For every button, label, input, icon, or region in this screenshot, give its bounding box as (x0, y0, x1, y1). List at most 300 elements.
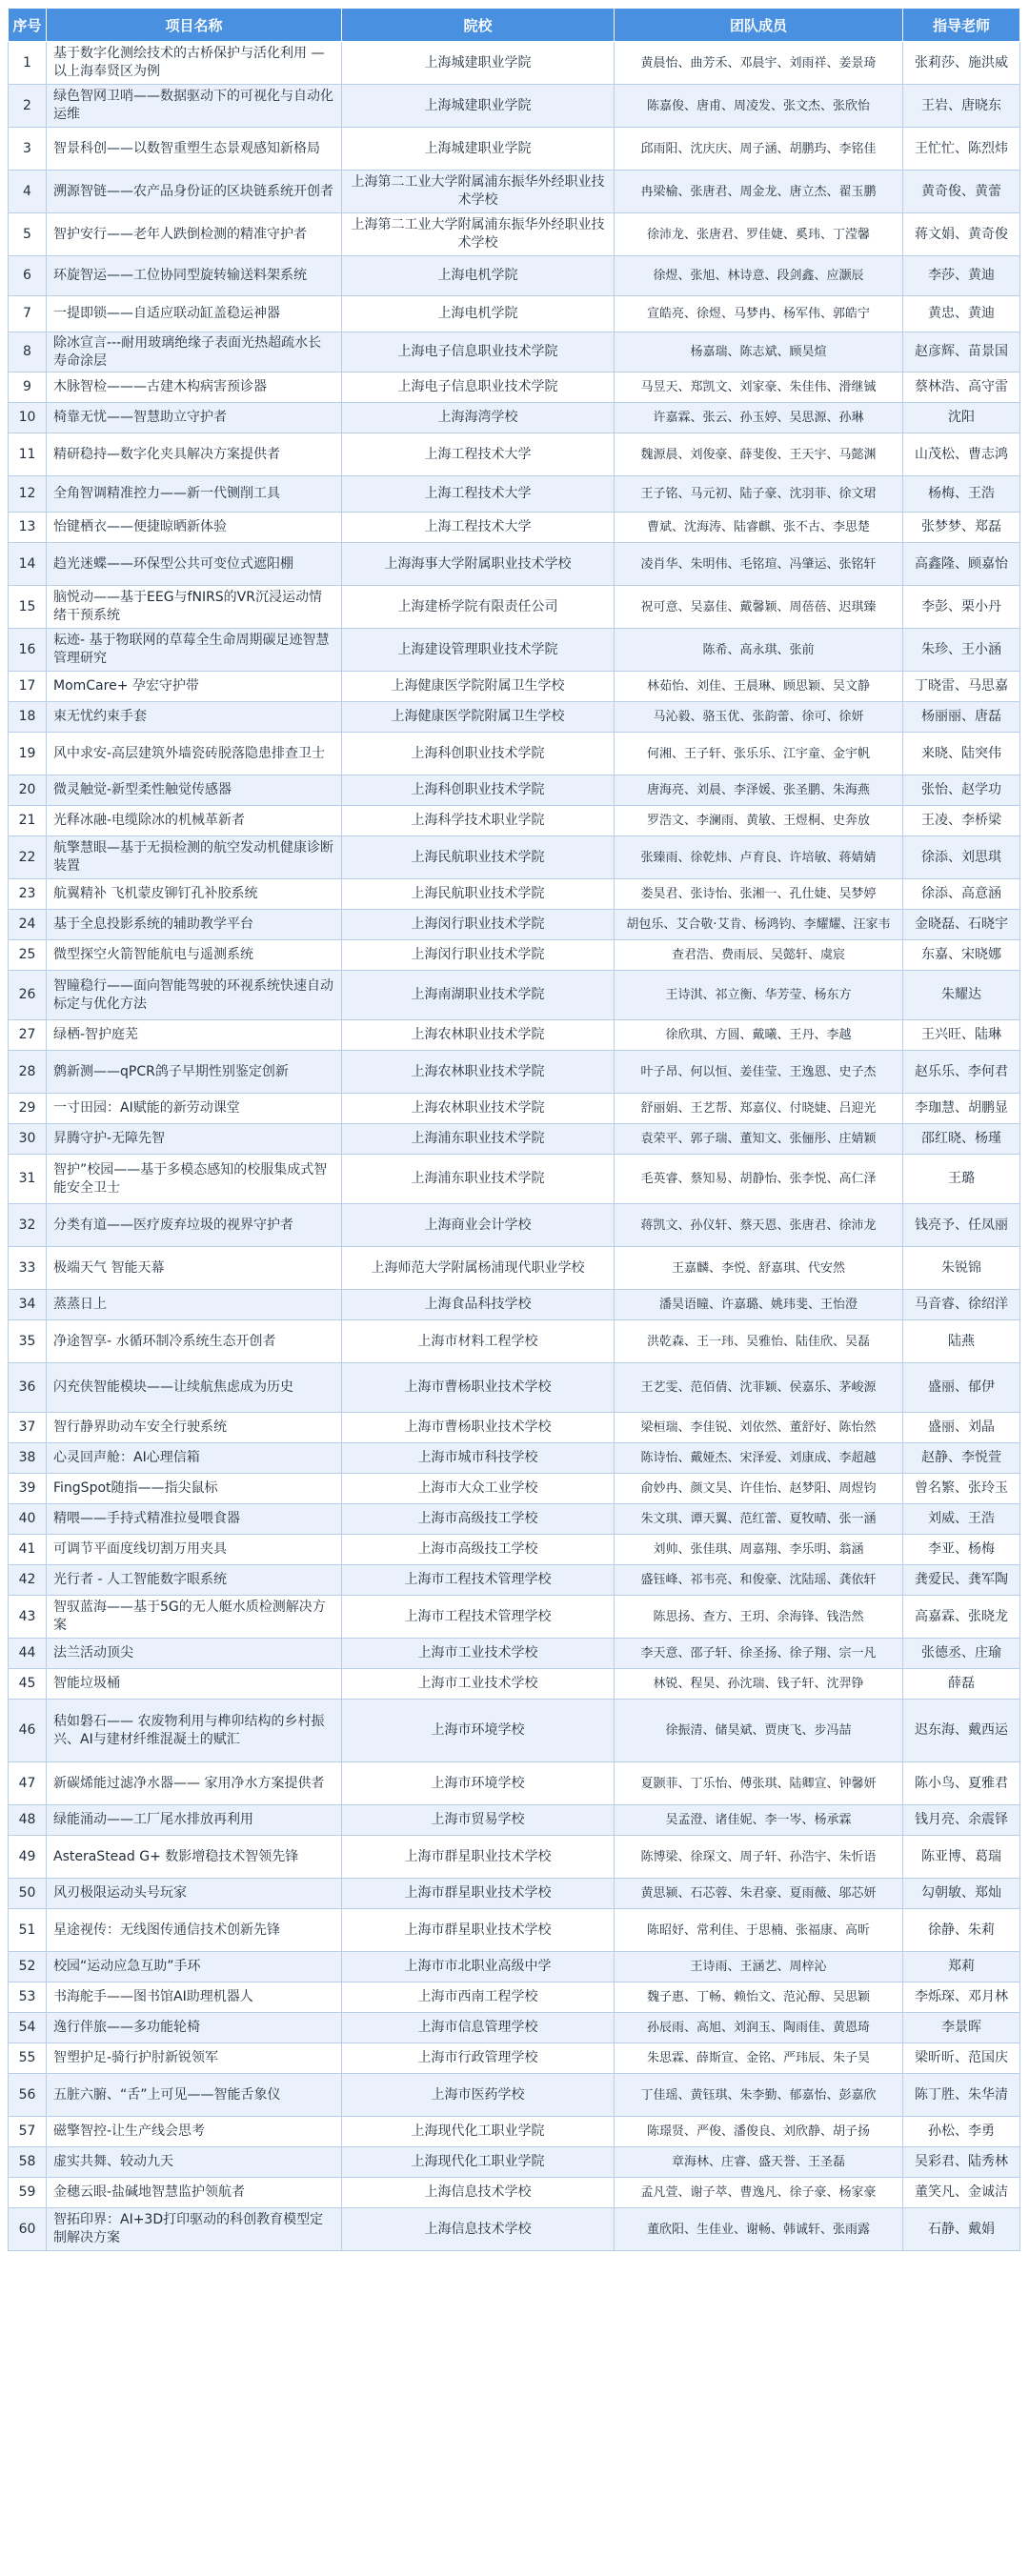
cell-team-members: 朱思霖、薛斯宣、金铭、严玮辰、朱子昊 (615, 2043, 903, 2074)
cell-advisor: 张德丞、庄瑜 (903, 1639, 1020, 1669)
table-row (9, 213, 1020, 256)
cell-advisor: 盛丽、刘晶 (903, 1413, 1020, 1443)
cell-advisor: 刘威、王浩 (903, 1504, 1020, 1535)
cell-advisor: 高嘉霖、张晓龙 (903, 1596, 1020, 1639)
cell-num: 48 (9, 1805, 47, 1836)
cell-school: 上海市工业技术学校 (342, 1639, 615, 1669)
cell-project-name: 法兰活动顶尖 (47, 1639, 342, 1669)
table-row (9, 1320, 1020, 1363)
cell-advisor: 郑莉 (903, 1952, 1020, 1982)
table-row (9, 2013, 1020, 2043)
cell-school: 上海农林职业技术学院 (342, 1051, 615, 1094)
table-row (9, 1700, 1020, 1762)
cell-team-members: 梁桓瑞、李佳锐、刘依然、董舒好、陈怡然 (615, 1413, 903, 1443)
table-row (9, 128, 1020, 171)
cell-advisor: 李彭、栗小丹 (903, 586, 1020, 629)
cell-project-name: 新碳烯能过滤净水器—— 家用净水方案提供者 (47, 1762, 342, 1805)
cell-project-name: 风刃极限运动头号玩家 (47, 1879, 342, 1909)
cell-num: 12 (9, 476, 47, 513)
cell-num: 17 (9, 672, 47, 702)
cell-team-members: 曹斌、沈海涛、陆睿麒、张不古、李思楚 (615, 513, 903, 543)
cell-school: 上海市信息管理学校 (342, 2013, 615, 2043)
cell-project-name: 溯源智链——农产品身份证的区块链系统开创者 (47, 171, 342, 213)
table-row (9, 1669, 1020, 1700)
cell-team-members: 吴孟澄、诸佳妮、李一岑、杨承霖 (615, 1805, 903, 1836)
cell-team-members: 陈思扬、查方、王玥、余海锋、钱浩然 (615, 1596, 903, 1639)
cell-project-name: 智瞳稳行——面向智能驾驶的环视系统快速自动标定与优化方法 (47, 971, 342, 1020)
table-row (9, 2043, 1020, 2074)
cell-advisor: 张梦梦、郑磊 (903, 513, 1020, 543)
cell-school: 上海浦东职业技术学院 (342, 1155, 615, 1204)
cell-advisor: 张莉莎、施洪威 (903, 42, 1020, 85)
cell-school: 上海建设管理职业技术学院 (342, 629, 615, 672)
cell-num: 41 (9, 1535, 47, 1565)
cell-team-members: 何湘、王子轩、张乐乐、江宇童、金宇帆 (615, 733, 903, 775)
cell-num: 13 (9, 513, 47, 543)
cell-advisor: 赵乐乐、李何君 (903, 1051, 1020, 1094)
cell-school: 上海海事大学附属职业技术学校 (342, 543, 615, 586)
cell-school: 上海市曹杨职业技术学校 (342, 1363, 615, 1413)
table-row (9, 806, 1020, 836)
cell-num: 49 (9, 1836, 47, 1879)
cell-advisor: 勾朝敏、郑灿 (903, 1879, 1020, 1909)
table-row (9, 775, 1020, 806)
cell-team-members: 孟凡萱、谢子萃、曹逸凡、徐子豪、杨家豪 (615, 2178, 903, 2208)
cell-school: 上海市医药学校 (342, 2074, 615, 2117)
cell-num: 25 (9, 940, 47, 971)
cell-advisor: 朱珍、王小涵 (903, 629, 1020, 672)
cell-advisor: 东嘉、宋晓娜 (903, 940, 1020, 971)
cell-num: 28 (9, 1051, 47, 1094)
cell-school: 上海市工业技术学校 (342, 1669, 615, 1700)
table-row (9, 1204, 1020, 1247)
cell-team-members: 陈昭妤、常利佳、于思楠、张福康、高昕 (615, 1909, 903, 1952)
cell-school: 上海农林职业技术学院 (342, 1094, 615, 1124)
cell-num: 18 (9, 702, 47, 733)
cell-num: 22 (9, 836, 47, 879)
cell-project-name: 秸如磐石—— 农废物利用与榫卯结构的乡村振兴、AI与建材纤维混凝土的赋汇 (47, 1700, 342, 1762)
cell-num: 26 (9, 971, 47, 1020)
table-row (9, 1762, 1020, 1805)
cell-team-members: 查君浩、费雨辰、吴懿轩、虞宸 (615, 940, 903, 971)
cell-advisor: 迟东海、戴西运 (903, 1700, 1020, 1762)
cell-project-name: 极端天气 智能天幕 (47, 1247, 342, 1290)
table-row (9, 1836, 1020, 1879)
cell-school: 上海电机学院 (342, 296, 615, 332)
cell-num: 57 (9, 2117, 47, 2147)
cell-project-name: 基于全息投影系统的辅助教学平台 (47, 910, 342, 940)
cell-team-members: 杨嘉瑞、陈志斌、顾昊煊 (615, 332, 903, 372)
cell-project-name: 椅靠无忧——智慧助立守护者 (47, 403, 342, 433)
header-num: 序号 (9, 9, 47, 42)
cell-team-members: 胡包乐、艾合敬·艾肯、杨鸿钧、李耀耀、汪家韦 (615, 910, 903, 940)
cell-advisor: 李珈慧、胡鹏显 (903, 1094, 1020, 1124)
cell-team-members: 陈嘉俊、唐甫、周凌发、张文杰、张欣怡 (615, 85, 903, 128)
table-row (9, 2178, 1020, 2208)
cell-num: 39 (9, 1474, 47, 1504)
cell-num: 46 (9, 1700, 47, 1762)
cell-project-name: FingSpot随指——指尖鼠标 (47, 1474, 342, 1504)
cell-advisor: 金晓磊、石晓宇 (903, 910, 1020, 940)
cell-team-members: 夏颢菲、丁乐怡、傅张琪、陆卿宣、钟馨妍 (615, 1762, 903, 1805)
cell-team-members: 娄昊君、张诗怡、张湘一、孔仕婕、吴梦婷 (615, 879, 903, 910)
cell-num: 58 (9, 2147, 47, 2178)
cell-project-name: 绿能涌动——工厂尾水排放再利用 (47, 1805, 342, 1836)
cell-team-members: 林茹怡、刘佳、王晨琳、顾思颖、吴文静 (615, 672, 903, 702)
cell-team-members: 许嘉霖、张云、孙玉婷、吴思源、孙琳 (615, 403, 903, 433)
table-row (9, 42, 1020, 85)
cell-team-members: 章海林、庄睿、盛天誉、王圣磊 (615, 2147, 903, 2178)
cell-project-name: 校园“运动应急互助”手环 (47, 1952, 342, 1982)
cell-num: 59 (9, 2178, 47, 2208)
table-row (9, 372, 1020, 403)
cell-num: 51 (9, 1909, 47, 1952)
cell-school: 上海电子信息职业技术学院 (342, 332, 615, 372)
cell-advisor: 陈亚博、葛瑞 (903, 1836, 1020, 1879)
cell-advisor: 孙松、李勇 (903, 2117, 1020, 2147)
cell-advisor: 董笑凡、金诚洁 (903, 2178, 1020, 2208)
table-row (9, 836, 1020, 879)
cell-project-name: 精喂——手持式精准拉曼喂食器 (47, 1504, 342, 1535)
cell-num: 4 (9, 171, 47, 213)
cell-num: 2 (9, 85, 47, 128)
cell-school: 上海信息技术学校 (342, 2178, 615, 2208)
cell-project-name: 智驭蓝海——基于5G的无人艇水质检测解决方案 (47, 1596, 342, 1639)
table-row (9, 403, 1020, 433)
cell-project-name: 木脉智检———古建木构病害预诊器 (47, 372, 342, 403)
cell-advisor: 陈小鸟、夏雅君 (903, 1762, 1020, 1805)
cell-team-members: 洪乾森、王一玮、吴雅怡、陆佳欣、吴磊 (615, 1320, 903, 1363)
cell-num: 19 (9, 733, 47, 775)
cell-project-name: 除冰宣言---耐用玻璃绝缘子表面光热超疏水长寿命涂层 (47, 332, 342, 372)
cell-project-name: 怡键栖衣——便捷晾晒新体验 (47, 513, 342, 543)
cell-school: 上海浦东职业技术学院 (342, 1124, 615, 1155)
cell-num: 53 (9, 1982, 47, 2013)
cell-advisor: 黄忠、黄迪 (903, 296, 1020, 332)
cell-advisor: 蒋文娟、黄奇俊 (903, 213, 1020, 256)
table-row (9, 1051, 1020, 1094)
cell-project-name: 一提即锁——自适应联动缸盖稳运神器 (47, 296, 342, 332)
cell-school: 上海建桥学院有限责任公司 (342, 586, 615, 629)
cell-advisor: 朱锐锦 (903, 1247, 1020, 1290)
cell-num: 7 (9, 296, 47, 332)
cell-advisor: 蔡林浩、高守雷 (903, 372, 1020, 403)
header-advisor: 指导老师 (903, 9, 1020, 42)
cell-advisor: 王凌、李桥梁 (903, 806, 1020, 836)
cell-school: 上海城建职业学院 (342, 128, 615, 171)
table-row (9, 1020, 1020, 1051)
cell-school: 上海工程技术大学 (342, 433, 615, 476)
cell-team-members: 唐海亮、刘晨、李泽媛、张圣鹏、朱海燕 (615, 775, 903, 806)
cell-num: 6 (9, 256, 47, 296)
cell-advisor: 陆燕 (903, 1320, 1020, 1363)
table-row (9, 513, 1020, 543)
cell-school: 上海现代化工职业学院 (342, 2147, 615, 2178)
table-row (9, 171, 1020, 213)
cell-project-name: 风中求安-高层建筑外墙瓷砖脱落隐患排查卫士 (47, 733, 342, 775)
cell-school: 上海城建职业学院 (342, 42, 615, 85)
cell-project-name: 绿色智网卫哨——数据驱动下的可视化与自动化运维 (47, 85, 342, 128)
cell-school: 上海市西南工程学校 (342, 1982, 615, 2013)
cell-num: 5 (9, 213, 47, 256)
cell-team-members: 陈博梁、徐琛文、周子轩、孙浩宇、朱忻语 (615, 1836, 903, 1879)
cell-advisor: 赵彦辉、苗景国 (903, 332, 1020, 372)
cell-num: 42 (9, 1565, 47, 1596)
cell-team-members: 邱雨阳、沈庆庆、周子涵、胡鹏玙、李铭佳 (615, 128, 903, 171)
cell-num: 36 (9, 1363, 47, 1413)
cell-school: 上海市行政管理学校 (342, 2043, 615, 2074)
cell-num: 16 (9, 629, 47, 672)
cell-team-members: 俞妙冉、颜文昊、许佳怡、赵梦阳、周煜钧 (615, 1474, 903, 1504)
cell-advisor: 石静、戴娟 (903, 2208, 1020, 2251)
cell-team-members: 徐欣琪、方圆、戴曦、王丹、李越 (615, 1020, 903, 1051)
cell-team-members: 凌肖华、朱明伟、毛铭瑄、冯肇运、张铭轩 (615, 543, 903, 586)
cell-school: 上海商业会计学校 (342, 1204, 615, 1247)
table-row (9, 879, 1020, 910)
cell-school: 上海市环境学校 (342, 1700, 615, 1762)
cell-project-name: 星途视传：无线图传通信技术创新先锋 (47, 1909, 342, 1952)
cell-school: 上海第二工业大学附属浦东振华外经职业技术学校 (342, 171, 615, 213)
table-row (9, 702, 1020, 733)
cell-num: 8 (9, 332, 47, 372)
cell-project-name: AsteraStead G+ 数影增稳技术智领先锋 (47, 1836, 342, 1879)
cell-team-members: 陈希、高永琪、张前 (615, 629, 903, 672)
cell-school: 上海市高级技工学校 (342, 1535, 615, 1565)
table-row (9, 1290, 1020, 1320)
cell-team-members: 张臻雨、徐乾炜、卢育良、许培敏、蒋婧婧 (615, 836, 903, 879)
table-row (9, 476, 1020, 513)
cell-advisor: 钱月亮、余震铎 (903, 1805, 1020, 1836)
cell-project-name: 航擎慧眼—基于无损检测的航空发动机健康诊断装置 (47, 836, 342, 879)
cell-project-name: 可调节平面度线切割万用夹具 (47, 1535, 342, 1565)
cell-team-members: 丁佳瑶、黄钰琪、朱李勤、郁嘉怡、彭嘉欣 (615, 2074, 903, 2117)
cell-team-members: 陈璟贤、严俊、潘俊良、刘欣静、胡子扬 (615, 2117, 903, 2147)
cell-project-name: 光行者 - 人工智能数字眼系统 (47, 1565, 342, 1596)
table-row (9, 2117, 1020, 2147)
table-row (9, 910, 1020, 940)
table-body (9, 42, 1020, 2251)
cell-project-name: 鹩新测——qPCR鸽子早期性别鉴定创新 (47, 1051, 342, 1094)
table-row (9, 1094, 1020, 1124)
cell-team-members: 王诗雨、王涵艺、周梓沁 (615, 1952, 903, 1982)
cell-team-members: 徐沛龙、张唐君、罗佳婕、奚玮、丁滢馨 (615, 213, 903, 256)
cell-advisor: 钱亮予、任凤丽 (903, 1204, 1020, 1247)
table-row (9, 1596, 1020, 1639)
cell-school: 上海工程技术大学 (342, 476, 615, 513)
table-row (9, 1413, 1020, 1443)
table-row (9, 2147, 1020, 2178)
cell-team-members: 王子铭、马元初、陆子豪、沈羽菲、徐文珺 (615, 476, 903, 513)
table-row (9, 85, 1020, 128)
table-header (9, 9, 1020, 42)
cell-team-members: 祝可意、吴嘉佳、戴馨颖、周蓓蓓、迟琪臻 (615, 586, 903, 629)
cell-project-name: 虚实共舞、较动九天 (47, 2147, 342, 2178)
cell-school: 上海民航职业技术学院 (342, 836, 615, 879)
cell-school: 上海市市北职业高级中学 (342, 1952, 615, 1982)
table-row (9, 1155, 1020, 1204)
cell-advisor: 梁昕昕、范国庆 (903, 2043, 1020, 2074)
cell-advisor: 徐添、刘思琪 (903, 836, 1020, 879)
cell-advisor: 杨梅、王浩 (903, 476, 1020, 513)
table-row (9, 1474, 1020, 1504)
cell-team-members: 蒋凯文、孙仪轩、蔡天恩、张唐君、徐沛龙 (615, 1204, 903, 1247)
cell-school: 上海电机学院 (342, 256, 615, 296)
cell-project-name: 五脏六腑、“舌”上可见——智能舌象仪 (47, 2074, 342, 2117)
cell-project-name: 航翼精补 飞机蒙皮铆钉孔补胶系统 (47, 879, 342, 910)
cell-advisor: 山茂松、曹志鸿 (903, 433, 1020, 476)
table-row (9, 1535, 1020, 1565)
cell-team-members: 毛英睿、蔡知易、胡静怡、张李悦、高仁泽 (615, 1155, 903, 1204)
cell-project-name: 光释冰融-电缆除冰的机械革新者 (47, 806, 342, 836)
cell-project-name: 逸行伴旅——多功能轮椅 (47, 2013, 342, 2043)
cell-num: 40 (9, 1504, 47, 1535)
cell-advisor: 丁晓雷、马思嘉 (903, 672, 1020, 702)
cell-team-members: 徐煜、张旭、林诗意、段剑鑫、应灏辰 (615, 256, 903, 296)
cell-school: 上海闵行职业技术学院 (342, 910, 615, 940)
table-row (9, 1639, 1020, 1669)
cell-project-name: 分类有道——医疗废弃垃圾的视界守护者 (47, 1204, 342, 1247)
cell-advisor: 张怡、赵学功 (903, 775, 1020, 806)
cell-school: 上海科学技术职业学院 (342, 806, 615, 836)
cell-school: 上海市群星职业技术学校 (342, 1879, 615, 1909)
cell-num: 20 (9, 775, 47, 806)
header-school: 院校 (342, 9, 615, 42)
cell-advisor: 李烁琛、邓月林 (903, 1982, 1020, 2013)
cell-project-name: 脑悦动——基于EEG与fNIRS的VR沉浸运动情绪干预系统 (47, 586, 342, 629)
table-row (9, 256, 1020, 296)
cell-project-name: 智行静界助动车安全行驶系统 (47, 1413, 342, 1443)
cell-num: 30 (9, 1124, 47, 1155)
cell-num: 31 (9, 1155, 47, 1204)
table-row (9, 1443, 1020, 1474)
cell-advisor: 薛磊 (903, 1669, 1020, 1700)
cell-team-members: 潘昊语瞳、许嘉璐、姚玮斐、王怡澄 (615, 1290, 903, 1320)
table-row (9, 543, 1020, 586)
cell-num: 10 (9, 403, 47, 433)
table-row (9, 1124, 1020, 1155)
cell-project-name: 书海舵手——图书馆AI助理机器人 (47, 1982, 342, 2013)
table-row (9, 586, 1020, 629)
table-row (9, 672, 1020, 702)
cell-num: 9 (9, 372, 47, 403)
cell-school: 上海市群星职业技术学校 (342, 1836, 615, 1879)
table-row (9, 629, 1020, 672)
table-row (9, 296, 1020, 332)
cell-advisor: 曾名繁、张玲玉 (903, 1474, 1020, 1504)
cell-num: 60 (9, 2208, 47, 2251)
cell-num: 45 (9, 1669, 47, 1700)
table-row (9, 733, 1020, 775)
cell-num: 56 (9, 2074, 47, 2117)
cell-project-name: 耘迹- 基于物联网的草莓全生命周期碳足迹智慧管理研究 (47, 629, 342, 672)
cell-project-name: 智拓印界：AI+3D打印驱动的科创教育模型定制解决方案 (47, 2208, 342, 2251)
cell-num: 34 (9, 1290, 47, 1320)
cell-school: 上海科创职业技术学院 (342, 775, 615, 806)
cell-num: 23 (9, 879, 47, 910)
cell-advisor: 吴彩君、陆秀林 (903, 2147, 1020, 2178)
cell-school: 上海工程技术大学 (342, 513, 615, 543)
table-row (9, 1952, 1020, 1982)
cell-num: 24 (9, 910, 47, 940)
cell-team-members: 王艺雯、范佰倩、沈菲颖、侯嘉乐、茅峻源 (615, 1363, 903, 1413)
cell-team-members: 魏源晨、刘俊豪、薛斐俊、王天宇、马懿渊 (615, 433, 903, 476)
cell-project-name: 智护安行——老年人跌倒检测的精准守护者 (47, 213, 342, 256)
cell-project-name: 闪充侠智能模块——让续航焦虑成为历史 (47, 1363, 342, 1413)
cell-team-members: 朱文琪、谭天翼、范红蕾、夏牧晴、张一涵 (615, 1504, 903, 1535)
cell-team-members: 黄思颍、石芯蓉、朱君豪、夏雨薇、邬芯妍 (615, 1879, 903, 1909)
cell-project-name: 净途智享- 水循环制冷系统生态开创者 (47, 1320, 342, 1363)
cell-school: 上海市曹杨职业技术学校 (342, 1413, 615, 1443)
cell-school: 上海市城市科技学校 (342, 1443, 615, 1474)
cell-school: 上海城建职业学院 (342, 85, 615, 128)
cell-school: 上海科创职业技术学院 (342, 733, 615, 775)
cell-school: 上海市工程技术管理学校 (342, 1565, 615, 1596)
cell-team-members: 林锐、程昊、孙沈瑞、钱子轩、沈羿铮 (615, 1669, 903, 1700)
cell-num: 50 (9, 1879, 47, 1909)
cell-num: 35 (9, 1320, 47, 1363)
cell-project-name: 昇腾守护-无障先智 (47, 1124, 342, 1155)
cell-advisor: 马音睿、徐绍洋 (903, 1290, 1020, 1320)
cell-num: 43 (9, 1596, 47, 1639)
header-project-name: 项目名称 (47, 9, 342, 42)
cell-school: 上海闵行职业技术学院 (342, 940, 615, 971)
cell-project-name: 磁擎智控-让生产线会思考 (47, 2117, 342, 2147)
cell-num: 11 (9, 433, 47, 476)
cell-team-members: 宣皓亮、徐煜、马梦冉、杨军伟、郭皓宁 (615, 296, 903, 332)
cell-project-name: 趋光迷蝶——环保型公共可变位式遮阳棚 (47, 543, 342, 586)
cell-team-members: 魏子惠、丁畅、赖怡文、范沁醇、吴思颖 (615, 1982, 903, 2013)
cell-advisor: 朱耀达 (903, 971, 1020, 1020)
cell-school: 上海海湾学校 (342, 403, 615, 433)
cell-school: 上海电子信息职业技术学院 (342, 372, 615, 403)
header-team-members: 团队成员 (615, 9, 903, 42)
cell-num: 32 (9, 1204, 47, 1247)
cell-team-members: 陈诗怡、戴娅杰、宋泽爱、刘康成、李超越 (615, 1443, 903, 1474)
cell-team-members: 王嘉麟、李悦、舒嘉琪、代安然 (615, 1247, 903, 1290)
cell-num: 21 (9, 806, 47, 836)
cell-advisor: 李莎、黄迪 (903, 256, 1020, 296)
cell-advisor: 来晓、陆突伟 (903, 733, 1020, 775)
table-row (9, 332, 1020, 372)
cell-advisor: 龚爱民、龚军陶 (903, 1565, 1020, 1596)
cell-team-members: 叶子昂、何以恒、姜佳莹、王逸恩、史子杰 (615, 1051, 903, 1094)
cell-project-name: 智景科创——以数智重塑生态景观感知新格局 (47, 128, 342, 171)
award-list-sheet (8, 8, 1019, 2251)
table-row (9, 1805, 1020, 1836)
cell-school: 上海食品科技学校 (342, 1290, 615, 1320)
table-row (9, 940, 1020, 971)
table-row (9, 1504, 1020, 1535)
cell-num: 3 (9, 128, 47, 171)
cell-school: 上海信息技术学校 (342, 2208, 615, 2251)
cell-school: 上海健康医学院附属卫生学校 (342, 702, 615, 733)
cell-school: 上海市工程技术管理学校 (342, 1596, 615, 1639)
cell-team-members: 袁荣平、郭子瑞、董知文、张俪彤、庄婧颖 (615, 1124, 903, 1155)
cell-num: 1 (9, 42, 47, 85)
cell-project-name: MomCare+ 孕宏守护带 (47, 672, 342, 702)
cell-school: 上海农林职业技术学院 (342, 1020, 615, 1051)
cell-team-members: 黄晨怡、曲芳禾、邓晨宇、刘雨祥、姜景琦 (615, 42, 903, 85)
table-row (9, 1363, 1020, 1413)
cell-advisor: 沈阳 (903, 403, 1020, 433)
cell-team-members: 李天意、邵子轩、徐圣扬、徐子翔、宗一凡 (615, 1639, 903, 1669)
cell-advisor: 王兴旺、陆琳 (903, 1020, 1020, 1051)
cell-num: 38 (9, 1443, 47, 1474)
cell-num: 27 (9, 1020, 47, 1051)
cell-advisor: 陈丁胜、朱华清 (903, 2074, 1020, 2117)
cell-advisor: 徐添、高意涵 (903, 879, 1020, 910)
cell-project-name: 智塑护足-骑行护肘新锐领军 (47, 2043, 342, 2074)
